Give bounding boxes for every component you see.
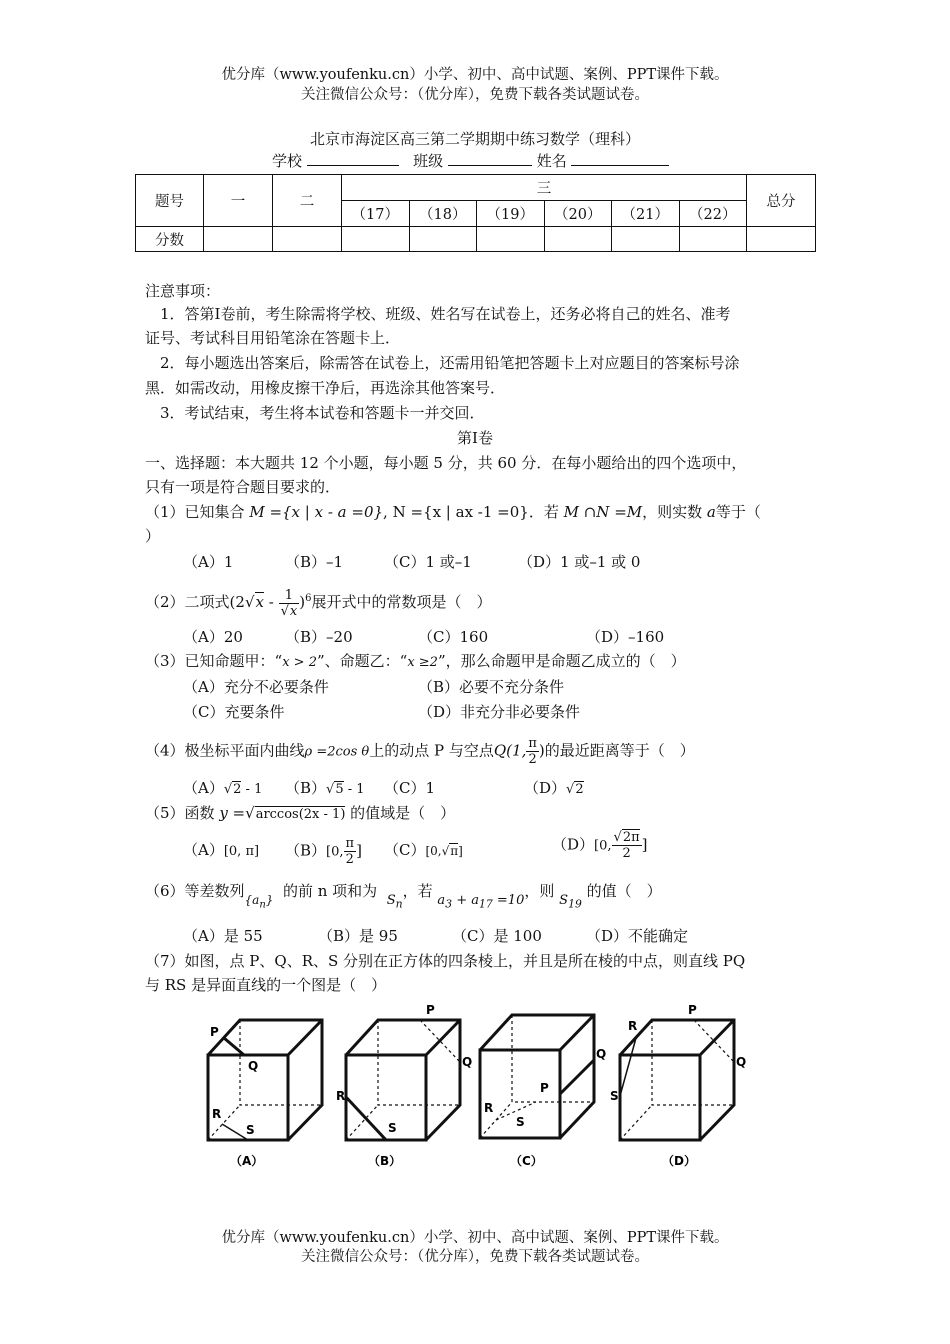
cube-d-label-q: Q	[736, 1055, 747, 1069]
q4-d-label: （D）	[524, 779, 567, 797]
q3-mid: ”、命题乙：“	[316, 652, 408, 670]
cube-a-label-p: P	[210, 1025, 219, 1039]
q5-c-label: （C）	[384, 841, 426, 859]
q3-post: ”，那么命题甲是命题乙成立的（ ）	[437, 652, 686, 670]
q2-option-d[interactable]: （D）–160	[586, 628, 665, 646]
q6-s19: S	[559, 893, 569, 908]
cube-b-caption: （B）	[368, 1154, 402, 1168]
q3-b: x ≥2	[407, 655, 438, 670]
school-label: 学校	[272, 152, 303, 170]
q6-s: S	[386, 893, 396, 908]
cube-a-caption: （A）	[230, 1154, 264, 1168]
cube-c-label-p: P	[540, 1081, 549, 1095]
q2-expr-a: (2	[229, 593, 245, 611]
q3-option-a[interactable]: （A）充分不必要条件	[183, 678, 329, 696]
cube-a-label-s: S	[246, 1123, 255, 1137]
q3-text: （3）已知命题甲：“	[145, 652, 283, 670]
score-row-label: 分数	[136, 227, 204, 252]
q5-d-num: 2π	[622, 830, 640, 845]
q1-option-a[interactable]: （A）1	[183, 553, 234, 571]
header-q19: （19）	[477, 201, 545, 227]
q2-exp: 6	[305, 593, 312, 604]
q2-minus: -	[263, 593, 279, 611]
cube-figure-b[interactable]	[338, 1000, 478, 1170]
header-q22: （22）	[679, 201, 747, 227]
q4-text: （4）极坐标平面内曲线	[145, 741, 305, 760]
q1-mid: ．若	[528, 503, 564, 521]
header-section-2: 二	[273, 175, 342, 227]
question-6	[145, 878, 662, 910]
q5-d-label: （D）	[552, 835, 595, 854]
q3-option-b[interactable]: （B）必要不充分条件	[418, 678, 565, 696]
q4-option-d[interactable]: （D）√2	[524, 779, 584, 797]
q3-option-d[interactable]: （D）非充分非必要条件	[418, 703, 581, 721]
name-label: 姓名	[536, 152, 567, 170]
q6-s-sub: n	[395, 897, 403, 911]
q3-a: x > 2	[282, 655, 317, 670]
q4-d-val: 2	[575, 782, 584, 797]
question-3	[145, 650, 686, 674]
q1-text: （1）已知集合	[145, 503, 250, 521]
q1-post: ，则实数	[642, 503, 707, 521]
cube-b-label-p: P	[426, 1003, 435, 1017]
cube-b-label-q: Q	[462, 1055, 473, 1069]
cube-c-label-s: S	[516, 1115, 525, 1129]
q6-s19-sub: 19	[568, 897, 582, 911]
cube-c-label-r: R	[484, 1101, 494, 1115]
q6-option-b[interactable]: （B）是 95	[318, 927, 398, 945]
q4-point: Q(1,	[493, 741, 527, 760]
header-q21: （21）	[612, 201, 680, 227]
class-field[interactable]	[448, 150, 532, 166]
header-line-1: 优分库（www.youfenku.cn）小学、初中、高中试题、案例、PPT课件下载。	[221, 67, 729, 83]
q5-b-fraction	[344, 836, 357, 867]
score-cell[interactable]	[204, 227, 273, 252]
note-2b: 黑．如需改动，用橡皮擦干净后，再选涂其他答案号．	[145, 379, 506, 397]
class-label: 班级	[413, 152, 444, 170]
q6-plus: + a	[452, 893, 479, 908]
q5-option-a[interactable]	[183, 836, 259, 866]
score-cell[interactable]	[544, 227, 612, 252]
score-cell[interactable]	[679, 227, 747, 252]
q4-two: 2	[528, 752, 537, 767]
q2-num: 1	[279, 588, 300, 604]
q2-fraction: $\frac{1}{√x}$	[280, 587, 298, 619]
cube-a-label-q: Q	[248, 1059, 259, 1073]
q6-seq-close: }	[265, 893, 274, 907]
q2-post: 展开式中的常数项是（ ）	[311, 593, 492, 611]
q5-d-close: ]	[641, 835, 648, 854]
q5-b-close: ]	[356, 841, 362, 860]
cube-d-label-s: S	[610, 1089, 619, 1103]
footer-line-2: 关注微信公众号：（优分库），免费下载各类试题试卷。	[301, 1249, 649, 1265]
q6-eq: =10	[492, 893, 525, 908]
cube-figure-a[interactable]	[200, 1000, 340, 1170]
cube-d-label-p: P	[688, 1003, 697, 1017]
q1-option-c[interactable]: （C）1 或–1	[384, 553, 472, 571]
q5-c-val: π	[450, 844, 459, 858]
cube-a-label-r: R	[212, 1107, 222, 1121]
q2-option-a[interactable]: （A）20	[183, 628, 243, 646]
q6-mid: 的前 n 项和为	[282, 882, 378, 900]
score-cell[interactable]	[409, 227, 477, 252]
header-q20: （20）	[544, 201, 612, 227]
q1-option-b[interactable]: （B）–1	[285, 553, 344, 571]
q4-fraction	[526, 736, 539, 767]
q4-option-a[interactable]: （A）√2 - 1	[183, 779, 263, 797]
score-table	[135, 174, 816, 252]
note-2a: 2．每小题选出答案后，除需答在试卷上，还需用铅笔把答题卡上对应题目的答案标号涂	[160, 354, 740, 372]
q5-a-label: （A）	[183, 841, 224, 859]
score-cell[interactable]	[273, 227, 342, 252]
q5-y: y =	[219, 804, 246, 822]
q4-point-close: )	[538, 741, 545, 760]
question-7a: （7）如图，点 P、Q、R、S 分别在正方体的四条棱上，并且是所在棱的中点，则直线 PQ	[145, 952, 746, 970]
q4-post: 的最近距离等于（ ）	[544, 741, 695, 760]
q5-a-val: [0, π]	[223, 844, 260, 859]
q4-a-label: （A）	[183, 779, 224, 797]
q1-end: 等于（	[715, 503, 761, 521]
cube-c-caption: （C）	[510, 1154, 543, 1168]
q6-if: ，若	[402, 882, 433, 900]
q5-post: 的值域是（ ）	[345, 804, 456, 822]
q5-b-open: [0,	[326, 844, 344, 860]
q4-curve: ρ =2cos θ	[304, 744, 370, 760]
cube-d-caption: （D）	[662, 1154, 696, 1168]
q5-option-d[interactable]	[552, 830, 648, 861]
q2-expr-x: x	[255, 593, 264, 611]
q4-b-label: （B）	[285, 779, 327, 797]
header-q17: （17）	[342, 201, 410, 227]
q5-option-b[interactable]	[285, 836, 362, 867]
q2-den-x: x	[289, 603, 298, 619]
header-question-num: 题号	[136, 175, 204, 227]
q2-close: )	[299, 593, 306, 611]
q5-text: （5）函数	[145, 804, 220, 822]
exam-title: 北京市海淀区高三第二学期期中练习数学（理科）	[309, 130, 640, 148]
q6-a3-sub: 3	[445, 897, 453, 911]
score-cell[interactable]	[477, 227, 545, 252]
q6-seq: {a	[244, 893, 260, 907]
question-5: （5）函数 y =√arccos(2x - 1) 的值域是（ ）	[145, 804, 456, 822]
q1-condition: M ∩N =M	[563, 503, 643, 521]
q2-text: （2）二项式	[145, 593, 230, 611]
q1-option-d[interactable]: （D）1 或–1 或 0	[518, 553, 641, 571]
header-total: 总分	[747, 175, 816, 227]
q4-b-val: 5	[335, 782, 344, 797]
question-4	[145, 736, 695, 767]
student-info	[272, 150, 669, 172]
q6-post: 的值（ ）	[586, 882, 662, 900]
q2-option-b[interactable]: （B）–20	[285, 628, 353, 646]
q6-seq-sub: n	[259, 899, 266, 911]
note-1b: 证号、考试科目用铅笔涂在答题卡上．	[145, 329, 401, 347]
score-cell[interactable]	[612, 227, 680, 252]
cube-c-label-q: Q	[596, 1047, 607, 1061]
q4-mid: 上的动点 P 与空点	[369, 741, 494, 760]
notes-title: 注意事项：	[145, 282, 221, 300]
q2-option-c[interactable]: （C）160	[418, 628, 489, 646]
q6-option-d[interactable]: （D）不能确定	[586, 927, 689, 945]
q6-a: a	[437, 893, 446, 908]
question-2: （2）二项式(2√x - $\frac{1}{√x}$ )$^6$展开式中的常数项是（ ）	[145, 587, 492, 619]
name-field[interactable]	[571, 150, 669, 166]
q5-b-label: （B）	[285, 841, 327, 860]
q4-a-minus: - 1	[241, 782, 263, 797]
q5-d-fraction: $\frac{√2\pi}{2}$	[613, 830, 640, 861]
question-7b: 与 RS 是异面直线的一个图是（ ）	[145, 976, 387, 994]
cube-figure-c[interactable]	[472, 1000, 612, 1170]
q4-b-minus: - 1	[343, 782, 365, 797]
header-section-3: 三	[342, 175, 747, 201]
part-1-title: 第Ⅰ卷	[457, 429, 493, 447]
cube-figure-d[interactable]	[612, 1000, 752, 1170]
score-cell[interactable]	[342, 227, 410, 252]
cube-d-label-r: R	[628, 1019, 638, 1033]
q5-d-den: 2	[622, 846, 631, 861]
section-intro-a: 一、选择题：本大题共 12 个小题，每小题 5 分，共 60 分．在每小题给出的四个选项中，	[145, 454, 747, 472]
q4-pi: π	[528, 736, 537, 751]
q4-option-c[interactable]: （C）1	[384, 779, 436, 797]
q5-d-open: [0,	[594, 838, 612, 854]
q6-option-c[interactable]: （C）是 100	[452, 927, 542, 945]
school-field[interactable]	[307, 150, 399, 166]
q5-c-open: [0,	[425, 844, 442, 858]
q3-option-c[interactable]: （C）充要条件	[183, 703, 285, 721]
q5-arccos: arccos(2x - 1)	[255, 807, 346, 822]
q5-b-num: π	[345, 836, 355, 851]
q5-c-close: ]	[458, 844, 463, 858]
q1-set-n: , N ={x | ax -1 =0}	[383, 503, 529, 521]
note-1a: 1．答第Ⅰ卷前，考生除需将学校、班级、姓名写在试卷上，还务必将自己的姓名、准考	[160, 305, 731, 323]
header-section-1: 一	[204, 175, 273, 227]
cube-b-label-r: R	[336, 1089, 346, 1103]
question-1	[145, 501, 761, 523]
header-line-2: 关注微信公众号：（优分库），免费下载各类试题试卷。	[301, 87, 649, 103]
q4-option-b[interactable]: （B）√5 - 1	[285, 779, 365, 797]
q6-text: （6）等差数列	[145, 882, 245, 900]
q1-var: a	[706, 503, 716, 521]
q6-then: ，则	[524, 882, 555, 900]
section-intro-b: 只有一项是符合题目要求的．	[145, 478, 341, 496]
q4-a-val: 2	[233, 782, 242, 797]
footer-line-1: 优分库（www.youfenku.cn）小学、初中、高中试题、案例、PPT课件下载。	[221, 1230, 729, 1246]
score-cell[interactable]	[747, 227, 816, 252]
note-3: 3．考试结束，考生将本试卷和答题卡一并交回．	[160, 404, 485, 422]
cube-b-label-s: S	[388, 1121, 397, 1135]
q5-b-den: 2	[345, 852, 354, 867]
header-q18: （18）	[409, 201, 477, 227]
q6-a17-sub: 17	[479, 897, 493, 911]
q5-option-c[interactable]: （C）[0,√π]	[384, 841, 463, 859]
q1-set-m: M ={x | x - a =0}	[249, 503, 384, 521]
q1-close: ）	[145, 527, 161, 545]
q6-option-a[interactable]: （A）是 55	[183, 927, 263, 945]
